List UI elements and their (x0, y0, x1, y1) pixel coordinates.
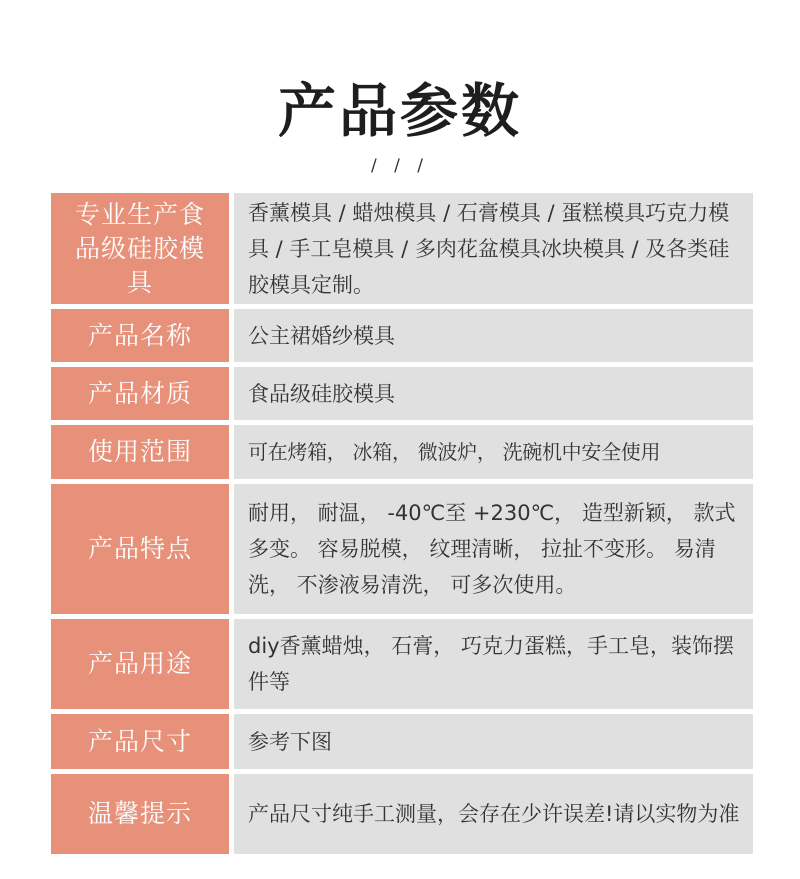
table-row (51, 193, 753, 304)
row-label-text: 产品尺寸 (87, 726, 192, 756)
row-label (51, 367, 229, 420)
row-value-text: diy香薰蜡烛， 石膏， 巧克力蛋糕，手工皂，装饰摆件等 (248, 634, 734, 694)
row-value (234, 367, 753, 420)
row-label (51, 309, 229, 362)
row-value (234, 774, 753, 854)
table-row (51, 425, 753, 479)
row-value-text: 食品级硅胶模具 (248, 381, 395, 406)
row-value (234, 425, 753, 479)
table-row (51, 774, 753, 854)
table-row (51, 714, 753, 769)
title-divider: / / / (371, 156, 429, 176)
page-title: 产品参数 (277, 77, 522, 145)
row-label (51, 619, 229, 709)
row-value (234, 193, 753, 304)
row-value (234, 619, 753, 709)
row-value-text: 产品尺寸纯手工测量，会存在少许误差!请以实物为准 (248, 802, 740, 826)
table-row (51, 484, 753, 614)
row-value-text: 参考下图 (248, 729, 332, 754)
row-label-text: 专业生产食品级硅胶模具 (74, 199, 205, 297)
row-label-text: 温馨提示 (87, 799, 192, 828)
row-label-text: 产品用途 (87, 649, 192, 678)
row-value (234, 309, 753, 362)
table-row (51, 309, 753, 362)
row-label-text: 产品特点 (87, 534, 192, 563)
row-value-text: 耐用， 耐温， -40℃至 +230℃， 造型新颖， 款式多变。 容易脱模， 纹理清晰， 拉扯不变形。 易清洗， 不渗液易清洗， 可多次使用。 (248, 501, 736, 597)
row-label (51, 425, 229, 479)
table-row (51, 367, 753, 420)
table-row (51, 619, 753, 709)
row-value (234, 484, 753, 614)
row-label-text: 产品名称 (87, 320, 192, 350)
row-value-text: 公主裙婚纱模具 (248, 323, 395, 348)
row-label (51, 193, 229, 304)
row-label (51, 774, 229, 854)
row-label (51, 714, 229, 769)
parameter-table (51, 193, 753, 859)
row-label-text: 产品材质 (87, 378, 192, 408)
row-value-text: 香薰模具 / 蜡烛模具 / 石膏模具 / 蛋糕模具巧克力模具 / 手工皂模具 / 多肉花盆模具冰块模具 / 及各类硅胶模具定制。 (248, 200, 730, 297)
row-value (234, 714, 753, 769)
row-label (51, 484, 229, 614)
row-value-text: 可在烤箱， 冰箱， 微波炉， 洗碗机中安全使用 (248, 440, 661, 464)
row-label-text: 使用范围 (87, 437, 192, 466)
